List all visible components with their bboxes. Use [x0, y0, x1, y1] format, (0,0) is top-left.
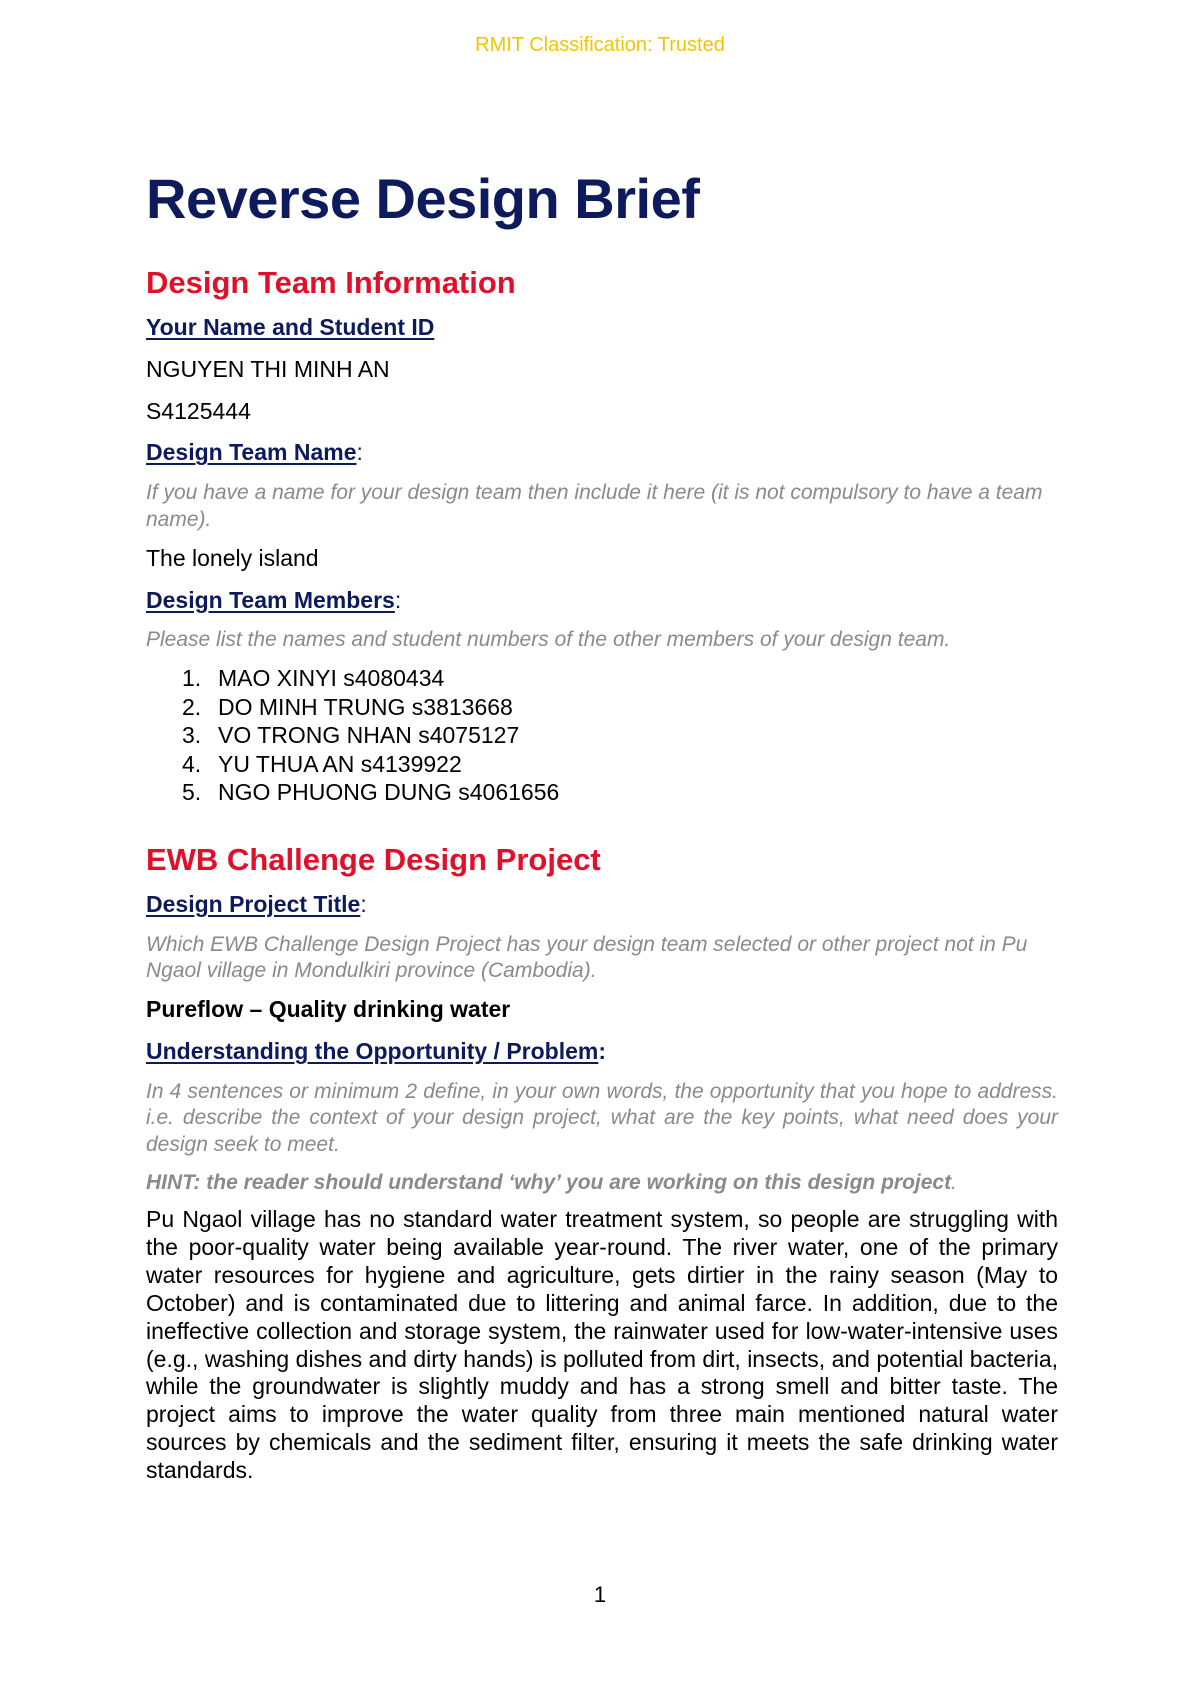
- team-name-hint: If you have a name for your design team then include it here (it is not compulsory to have a team name).: [146, 481, 1043, 531]
- document-title: Reverse Design Brief: [146, 167, 700, 230]
- project-title: Pureflow – Quality drinking water: [146, 995, 511, 1022]
- label-name-student-id-text: Your Name and Student ID: [146, 313, 435, 340]
- problem-description: Pu Ngaol village has no standard water treatment system, so people are struggling with the poor-quality water being available year-round. The river water, one of the primary water resources for hygiene and agriculture, gets dirtier in the rainy season (May to October) and is contaminated due to littering and animal farce. In addition, due to the ineffective collection and storage system, the rainwater used for low-water-intensive uses (e.g., washing dishes and dirty hands) is polluted from dirt, insects, and potential bacteria, while the groundwater is slightly muddy and has a strong smell and bitter taste. The project aims to improve the water quality from three main mentioned natural water sources by chemicals and the sediment filter, ensuring it meets the safe drinking water standards.: [146, 1206, 1058, 1484]
- page-number: 1: [593, 1582, 607, 1607]
- list-item-number: 4.: [182, 750, 202, 777]
- label-team-name: [146, 438, 1058, 468]
- label-problem: [146, 1037, 1058, 1067]
- label-team-name-colon: :: [356, 439, 363, 466]
- list-item-number: 5.: [182, 779, 202, 806]
- document-content: [146, 168, 1058, 1485]
- list-item-number: 2.: [182, 693, 202, 720]
- hint-note-tail: .: [951, 1170, 957, 1194]
- list-item-number: 1.: [182, 665, 202, 692]
- classification-header: RMIT Classification: Trusted: [475, 34, 725, 56]
- list-item: [182, 778, 1058, 807]
- list-item-text: MAO XINYI s4080434: [218, 665, 445, 692]
- hint-note-text: HINT: the reader should understand ‘why’ you are working on this design project: [146, 1170, 952, 1194]
- label-team-name-text: Design Team Name: [146, 439, 357, 466]
- team-name: The lonely island: [146, 544, 319, 571]
- student-id: S4125444: [146, 397, 251, 424]
- list-item-text: VO TRONG NHAN s4075127: [218, 722, 520, 749]
- project-title-hint: Which EWB Challenge Design Project has your design team selected or other project not in Pu Ngaol village in Mondulkiri province (Cambodia).: [146, 932, 1028, 983]
- team-members-list: [146, 664, 1058, 807]
- list-item: [182, 693, 1058, 722]
- section-heading-project: EWB Challenge Design Project: [146, 841, 601, 877]
- team-members-hint: Please list the names and student numbers of the other members of your design team.: [146, 628, 951, 652]
- hint-note: [146, 1169, 1058, 1196]
- label-team-members: [146, 586, 1058, 616]
- list-item: [182, 750, 1058, 779]
- label-project-title-colon: :: [360, 890, 367, 917]
- section-heading-team: Design Team Information: [146, 264, 516, 300]
- label-team-members-colon: :: [394, 586, 402, 613]
- list-item-text: YU THUA AN s4139922: [218, 750, 462, 777]
- label-problem-text: Understanding the Opportunity / Problem: [146, 1037, 599, 1064]
- list-item-text: DO MINH TRUNG s3813668: [218, 693, 513, 720]
- label-project-title-text: Design Project Title: [146, 890, 361, 917]
- label-project-title: [146, 890, 1058, 920]
- list-item: [182, 721, 1058, 750]
- student-name: NGUYEN THI MINH AN: [146, 355, 390, 382]
- list-item: [182, 664, 1058, 693]
- problem-hint: In 4 sentences or minimum 2 define, in your own words, the opportunity that you hope to address. i.e. describe the context of your design project, what are the key points, what need does your design seek to meet.: [146, 1079, 1058, 1157]
- label-problem-colon: :: [598, 1037, 607, 1064]
- label-name-student-id: [146, 313, 1058, 343]
- list-item-text: NGO PHUONG DUNG s4061656: [218, 779, 560, 806]
- label-team-members-text: Design Team Members: [146, 586, 395, 613]
- list-item-number: 3.: [182, 722, 202, 749]
